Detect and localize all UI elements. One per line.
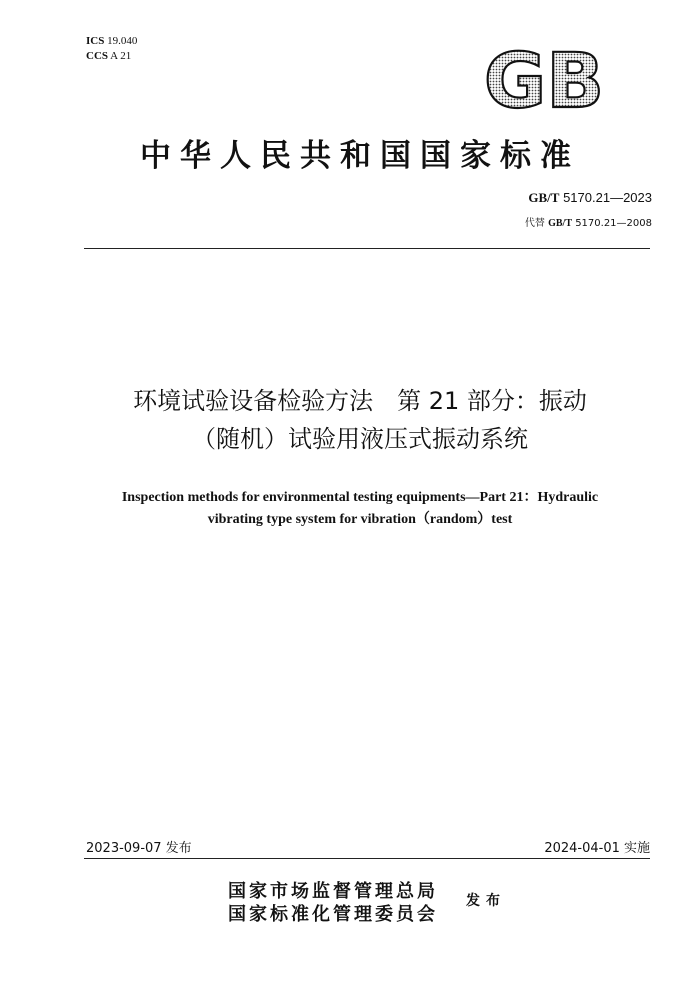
implementation-date: 2024-04-01 实施 xyxy=(544,841,650,856)
replaces-number: 5170.21—2008 xyxy=(575,218,652,229)
ics-label: ICS xyxy=(86,35,105,47)
ccs-value: A 21 xyxy=(110,50,132,62)
classification-codes xyxy=(86,34,137,64)
title-en-line1: Inspection methods for environmental testing equipments—Part 21：Hydraulic xyxy=(121,490,599,505)
top-divider xyxy=(84,248,650,249)
ccs-label: CCS xyxy=(86,50,109,62)
title-chinese xyxy=(60,382,660,458)
issuing-authorities xyxy=(228,880,438,926)
bottom-divider xyxy=(84,858,650,859)
issuer-line2: 国家标准化管理委员会 xyxy=(228,904,438,925)
publish-label: 发布 xyxy=(466,893,506,909)
logo-gb-text: GB xyxy=(483,44,605,112)
issuer-line1: 国家市场监督管理总局 xyxy=(228,881,438,902)
ccs-line xyxy=(86,49,137,64)
standard-number-value: 5170.21—2023 xyxy=(563,190,652,205)
title-cn-line2: （随机）试验用液压式振动系统 xyxy=(192,425,528,453)
ics-line xyxy=(86,34,137,49)
gb-standard-logo xyxy=(474,44,614,112)
replaces-standard xyxy=(525,214,652,229)
title-cn-line1: 环境试验设备检验方法 第 21 部分：振动 xyxy=(133,387,587,415)
issuer-title: 中华人民共和国国家标准 xyxy=(140,138,580,174)
title-english xyxy=(60,487,660,531)
title-en-line2: vibrating type system for vibration（random）test xyxy=(207,512,513,527)
standard-number xyxy=(528,190,652,206)
issue-date: 2023-09-07 发布 xyxy=(86,841,192,856)
replaces-label: 代替 xyxy=(524,218,545,229)
ics-value: 19.040 xyxy=(107,35,138,47)
standard-prefix: GB/T xyxy=(528,190,560,205)
replaces-prefix: GB/T xyxy=(548,218,572,229)
